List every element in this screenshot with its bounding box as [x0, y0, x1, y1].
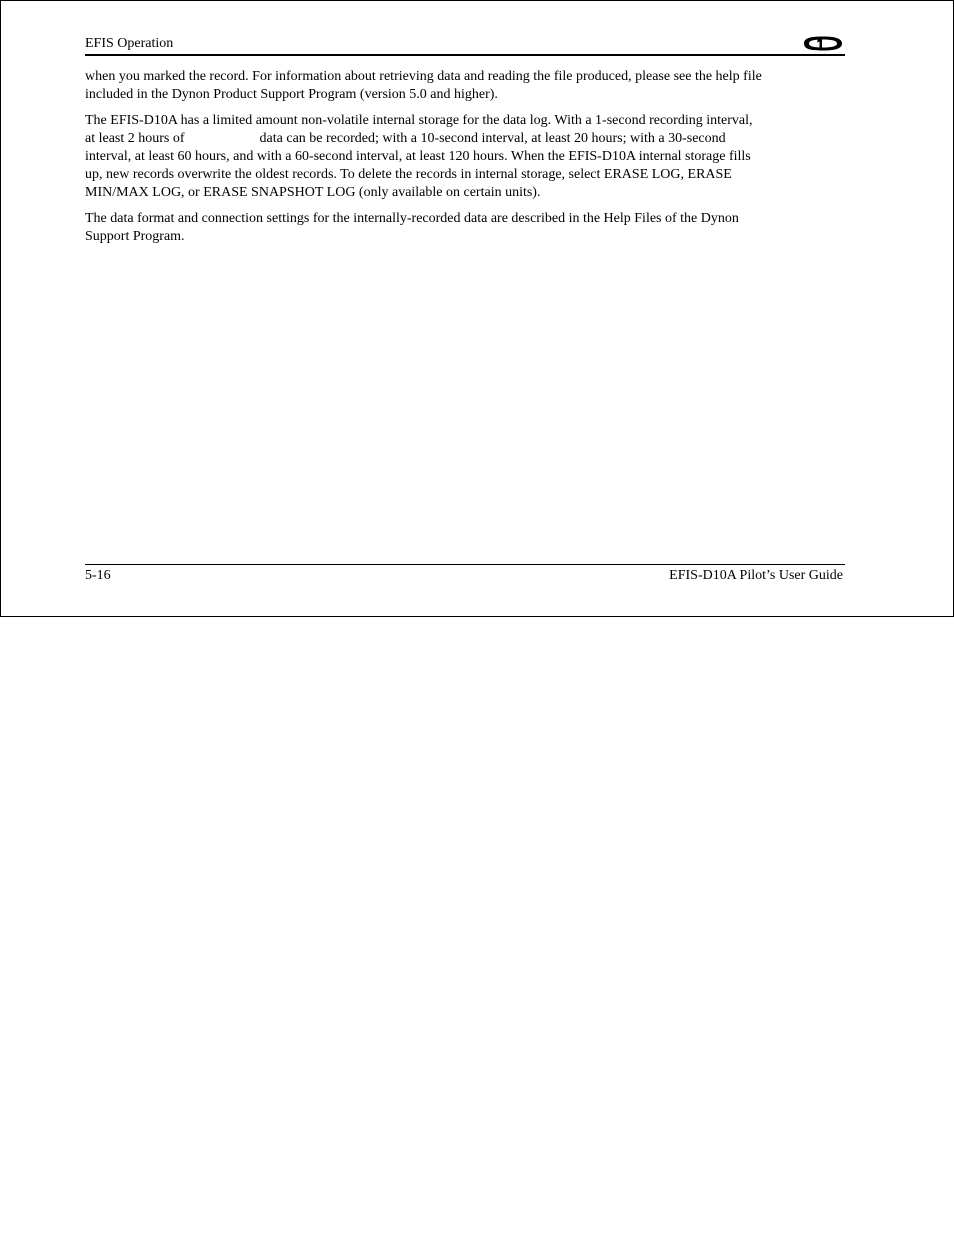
text-line: The data format and connection settings for the internally-recorded data are described in the Help Files of the Dynon [85, 211, 739, 226]
dynon-logo-icon [801, 34, 845, 53]
text-line: included in the Dynon Product Support Program (version 5.0 and higher). [85, 87, 498, 102]
text-line: Support Program. [85, 229, 185, 244]
header-title: EFIS Operation [85, 36, 174, 51]
page-number: 5-16 [85, 568, 111, 583]
page-header [85, 34, 845, 56]
paragraph-retrieving-data [85, 68, 845, 104]
text-line: MIN/MAX LOG, or ERASE SNAPSHOT LOG (only available on certain units). [85, 185, 541, 200]
text-line: The EFIS-D10A has a limited amount non-volatile internal storage for the data log. With a 1-second recording interval, [85, 113, 753, 128]
text-fragment: at least 2 hours of [85, 131, 185, 146]
text-line: up, new records overwrite the oldest records. To delete the records in internal storage, select ERASE LOG, ERASE [85, 167, 732, 182]
body-text [85, 68, 845, 254]
text-line: when you marked the record. For information about retrieving data and reading the file produced, please see the help file [85, 69, 762, 84]
page-footer [85, 564, 845, 587]
text-line: interval, at least 60 hours, and with a 60-second interval, at least 120 hours. When the EFIS-D10A internal storage fills [85, 149, 751, 164]
text-fragment: data can be recorded; with a 10-second interval, at least 20 hours; with a 30-second [259, 131, 726, 146]
paragraph-data-format [85, 210, 845, 246]
document-page [0, 0, 954, 617]
guide-title: EFIS-D10A Pilot’s User Guide [669, 568, 843, 583]
paragraph-internal-storage [85, 112, 845, 202]
text-line [85, 130, 845, 148]
